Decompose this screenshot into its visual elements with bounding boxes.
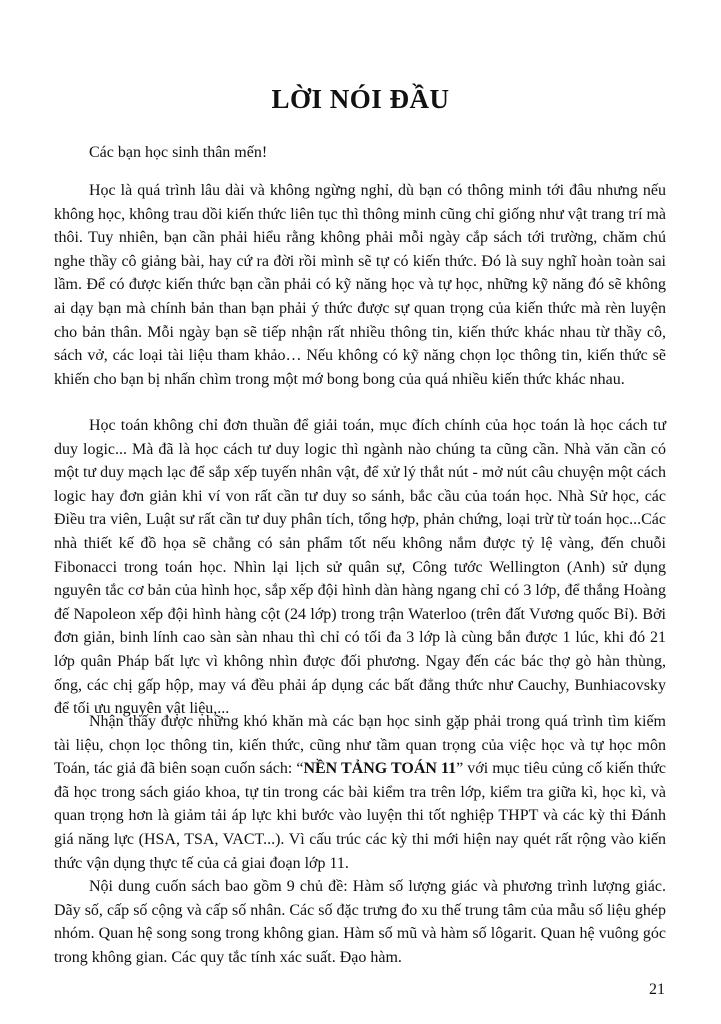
book-title: NỀN TẢNG TOÁN 11 (303, 760, 457, 778)
paragraph-contents: Nội dung cuốn sách bao gồm 9 chủ đề: Hàm số lượng giác và phương trình lượng giác. Dãy số, cấp số cộng và cấp số nhân. Các số đặc trưng đo xu thế trung tâm của mẫu số liệu ghép nhóm. Quan hệ song song trong không gian. Hàm số mũ và hàm số lôgarit. Quan hệ vuông góc trong không gian. Các quy tắc tính xác suất. Đạo hàm. (54, 878, 666, 966)
paragraph-learning: Học là quá trình lâu dài và không ngừng nghỉ, dù bạn có thông minh tới đâu nhưng nếu không học, không trau dồi kiến thức liên tục thì thông minh cũng chỉ giống như vật trang trí mà thôi. Tuy nhiên, bạn cần phải hiểu rằng không phải mỗi ngày cắp sách tới trường, chăm chú nghe thầy cô giảng bài, hay cứ ra đời rồi mình sẽ tự có kiến thức. Đó là suy nghĩ hoàn toàn sai lầm. Để có được kiến thức bạn cần phải có kỹ năng học và tự học, những kỹ năng đó sẽ không ai dạy bạn mà chính bản than bạn phải ý thức được sự quan trọng của kiến thức mà rèn luyện cho bản thân. Mỗi ngày bạn sẽ tiếp nhận rất nhiều thông tin, kiến thức khác nhau từ thầy cô, sách vở, các loại tài liệu tham khảo… Nếu không có kỹ năng chọn lọc thông tin, kiến thức sẽ khiến cho bạn bị nhấn chìm trong một mớ bong bong của quá nhiều kiến thức khác nhau. (54, 182, 666, 388)
paragraph-book-purpose-intro: Nhận thấy được những khó khăn mà các bạn học sinh gặp phải trong quá trình tìm kiếm tài liệu, chọn lọc thông tin, kiến thức, cũng như tầm quan trọng của việc học và tự học môn Toán, tác giả đã biên soạn cuốn sách: “ (54, 713, 666, 778)
page-number: 21 (649, 981, 665, 998)
page-title: LỜI NÓI ĐẦU (271, 84, 450, 114)
paragraph-book-purpose (54, 710, 666, 875)
paragraph-book-purpose-rest: ” với mục tiêu củng cố kiến thức đã học trong sách giáo khoa, tự tin trong các bài kiểm tra trên lớp, kiểm tra giữa kì, học kì, và quan trọng hơn là giảm tải áp lực khi bước vào luyện thi tốt nghiệp THPT và các kỳ thi Đánh giá năng lực (HSA, TSA, VACT...). Vì cấu trúc các kỳ thi mới hiện nay quét rất rộng vào kiến thức vận dụng thực tế của cả giai đoạn lớp 11. (54, 760, 667, 872)
paragraph-math-logic: Học toán không chỉ đơn thuần để giải toán, mục đích chính của học toán là học cách tư duy logic... Mà đã là học cách tư duy logic thì ngành nào chúng ta cũng cần. Nhà văn cần có một tư duy mạch lạc để sắp xếp tuyến nhân vật, để xử lý thắt nút - mở nút câu chuyện một cách logic hay đơn giản khi ví von rất cần tư duy so sánh, bắc cầu của toán học. Nhà Sử học, các Điều tra viên, Luật sư rất cần tư duy phân tích, tổng hợp, phản chứng, loại trừ từ toán học...Các nhà thiết kế đồ họa sẽ chẳng có sản phẩm tốt nếu không nắm được tỷ lệ vàng, đến chuỗi Fibonacci trong toán học. Nhìn lại lịch sử quân sự, Công tước Wellington (Anh) sử dụng nguyên tắc cơ bản của hình học, sắp xếp đội hình dàn hàng ngang chỉ có 3 lớp, để thắng Hoàng đế Napoleon xếp đội hình hàng cột (24 lớp) trong trận Waterloo (trên đất Vương quốc Bỉ). Bởi đơn giản, binh lính cao sàn sàn nhau thì chỉ có tối đa 3 lớp là cùng bắn được 1 lúc, khi đó 21 lớp quân Pháp bất lực vì không nhìn được đối phương. Ngay đến các bác thợ gò hàn thùng, ống, các chị gấp hộp, may vá đều phải áp dụng các bất đẳng thức như Cauchy, Bunhiacovsky để tối ưu nguyên vật liệu,... (54, 417, 666, 718)
greeting: Các bạn học sinh thân mến! (89, 144, 268, 161)
